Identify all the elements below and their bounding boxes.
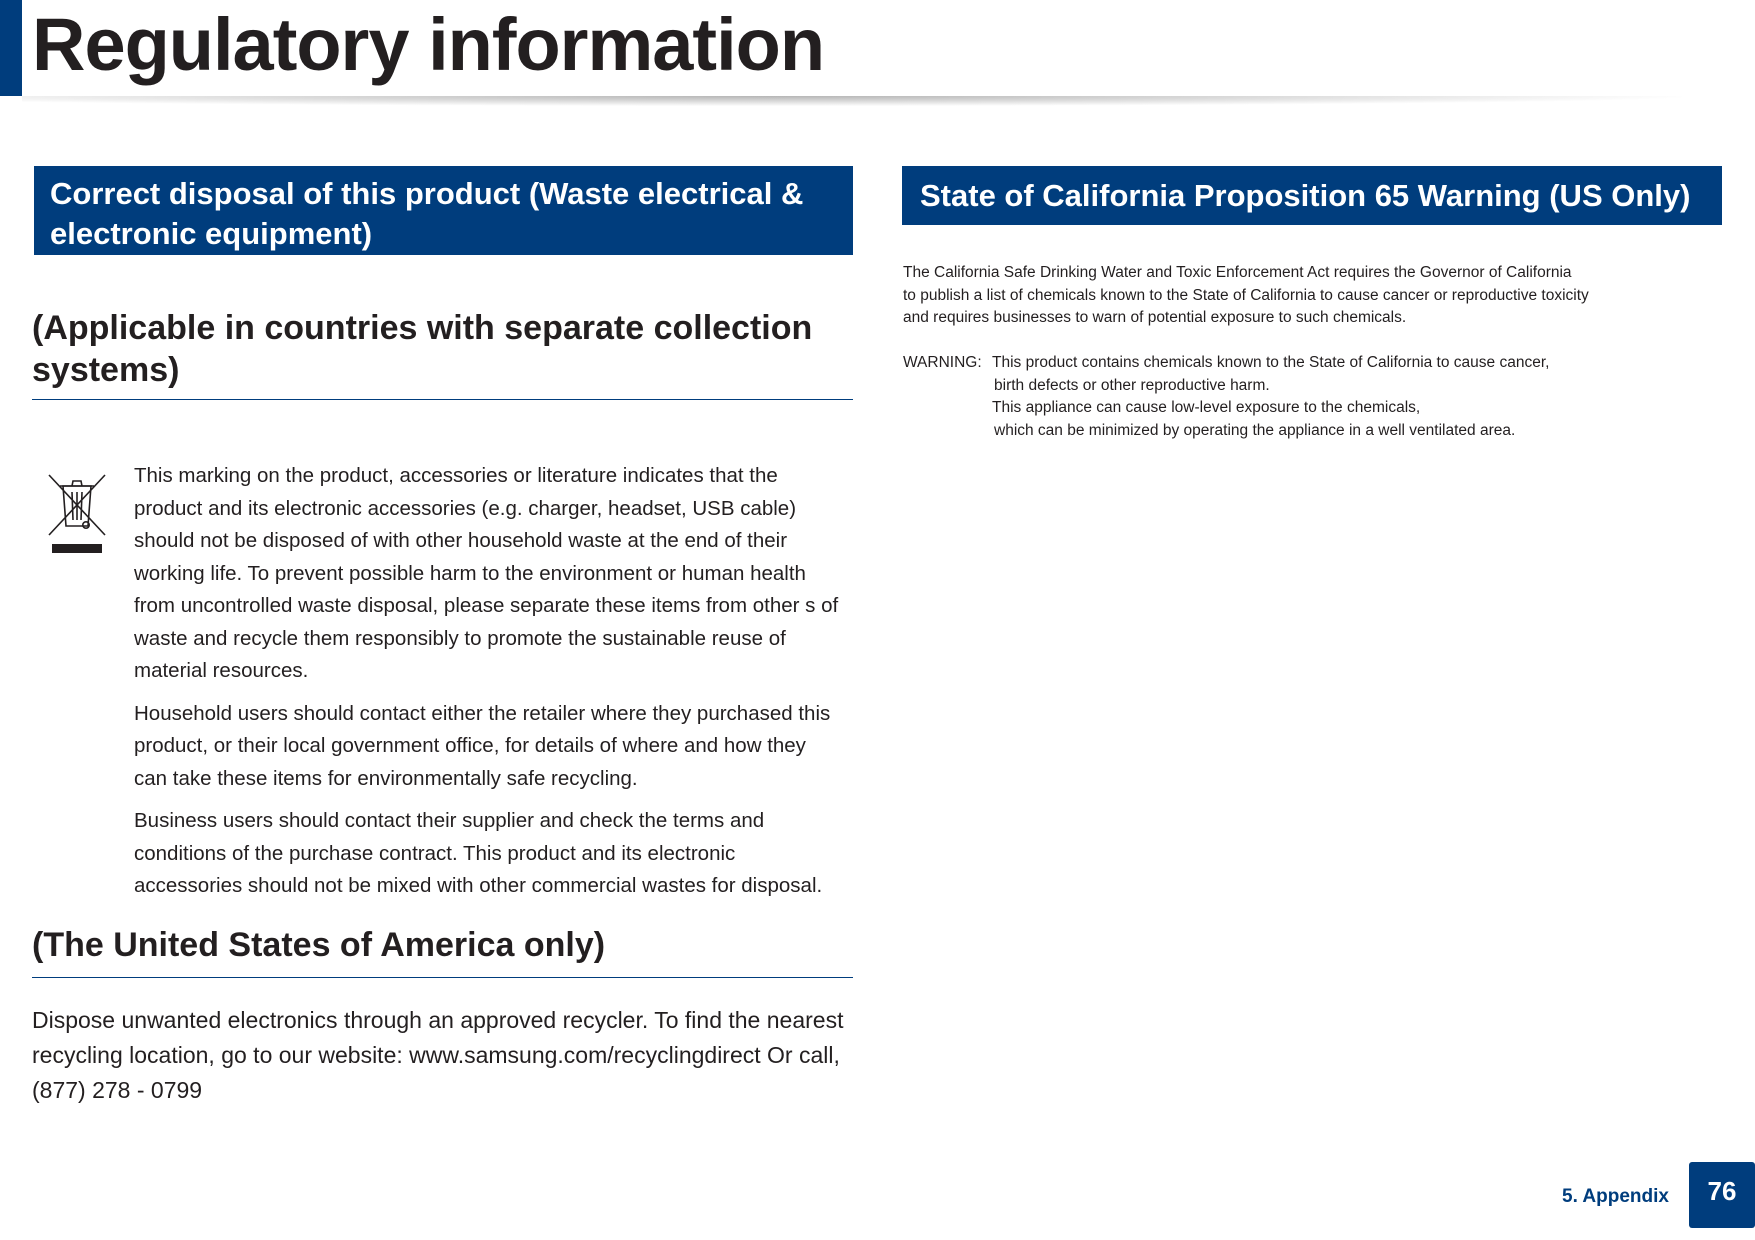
weee-paragraph: Household users should contact either the retailer where they purchased this product, or their local government office, for details of where and how they can take these items for environmentally safe recycling. (134, 701, 831, 790)
warning-line: which can be minimized by operating the appliance in a well ventilated area. (994, 421, 1516, 439)
chapter-label: 5. Appendix (1562, 1186, 1669, 1207)
weee-paragraph: This marking on the product, accessories or literature indicates that the product and its electronic accessories (e.g. charger, headset, USB cable) should not be disposed of with other household waste at the end of their working life. To prevent possible harm to the environment or human health from uncontrolled waste disposal, please separate these items from other s of waste and recycle them responsibly to promote the sustainable reuse of material resources. (134, 464, 839, 682)
prop65-section-banner: State of California Proposition 65 Warning (US Only) (902, 166, 1722, 225)
weee-crossed-bin-icon (46, 472, 108, 556)
weee-section-banner: Correct disposal of this product (Waste electrical & electronic equipment) (34, 166, 853, 255)
warning-label: WARNING: (903, 354, 982, 371)
weee-paragraph: Business users should contact their supplier and check the terms and conditions of the purchase contract. This product and its electronic accessories should not be mixed with other commercial wastes for disposal. (134, 809, 823, 897)
prop65-intro-line: and requires businesses to warn of potential exposure to such chemicals. (903, 309, 1407, 326)
weee-description (134, 460, 844, 913)
page-title: Regulatory information (32, 3, 825, 86)
usa-only-heading: (The United States of America only) (32, 924, 853, 978)
title-divider (22, 96, 1682, 106)
warning-line: This product contains chemicals known to the State of California to cause cancer, (992, 354, 1550, 371)
warning-line: birth defects or other reproductive harm. (994, 376, 1270, 394)
page-number: 76 (1689, 1162, 1755, 1228)
prop65-intro-line: to publish a list of chemicals known to the State of California to cause cancer or reproductive toxicity (903, 286, 1589, 304)
prop65-intro-line: The California Safe Drinking Water and Toxic Enforcement Act requires the Governor of California (903, 264, 1572, 281)
weee-underbar (52, 544, 102, 553)
prop65-intro (903, 262, 1723, 330)
bin-body (49, 475, 105, 535)
header-accent-bar (0, 0, 22, 96)
warning-text (992, 352, 1692, 442)
separate-collection-heading: (Applicable in countries with separate collection systems) (32, 307, 853, 400)
warning-line: This appliance can cause low-level exposure to the chemicals, (992, 399, 1421, 416)
usa-recycling-text: Dispose unwanted electronics through an approved recycler. To find the nearest recycling location, go to our website: www.samsung.com/recyclingdirect Or call, (877) 278 - 0799 (32, 1007, 844, 1103)
